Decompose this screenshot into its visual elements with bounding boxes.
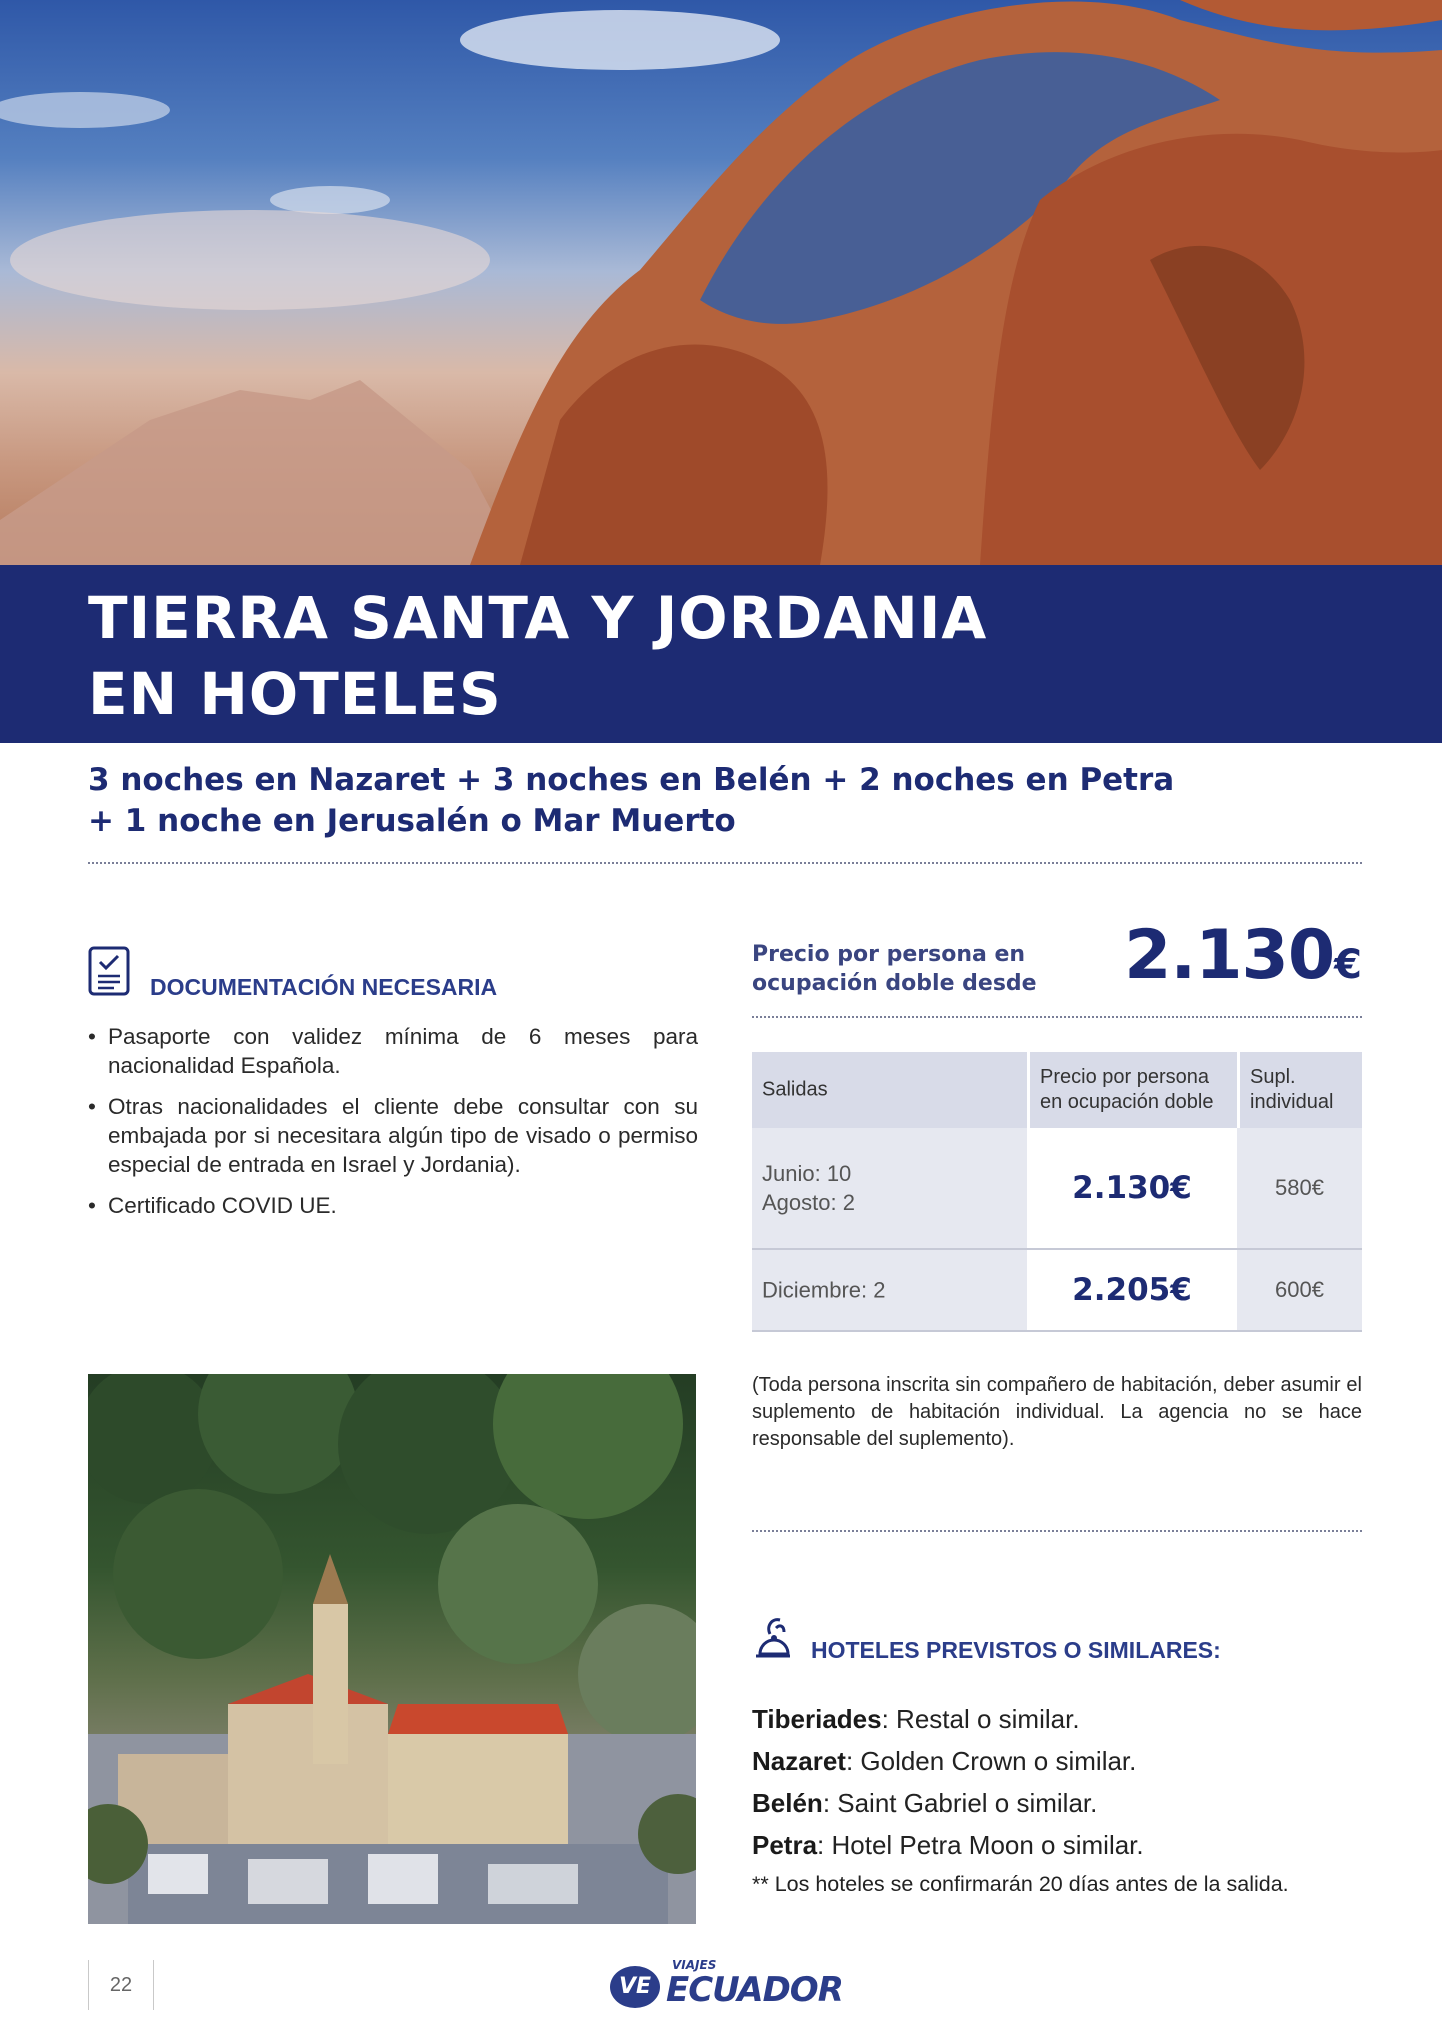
header-cell-supl (1237, 1052, 1362, 1128)
price-label-line-1: Precio por persona en (752, 942, 1026, 967)
price-label-line-2: ocupación doble desde (752, 971, 1037, 996)
table-row (752, 1250, 1362, 1330)
list-item: • Certificado COVID UE. (88, 1191, 698, 1220)
hotel-name: : Restal o similar. (881, 1704, 1080, 1734)
header-supl-line-2: individual (1250, 1091, 1334, 1113)
header-cell-salidas (752, 1052, 1027, 1128)
header-salidas-text: Salidas (762, 1078, 828, 1101)
hotel-bell-icon (750, 1614, 792, 1664)
headline-price-currency: € (1334, 942, 1362, 988)
cell-supl (1237, 1250, 1362, 1330)
header-cell-precio (1027, 1052, 1237, 1128)
page-title-line-2: EN HOTELES (88, 660, 502, 728)
table-row (752, 1128, 1362, 1248)
list-item: • Otras nacionalidades el cliente debe consultar con su embajada por si necesitara algún tipo de visado o permiso especial de entrada en Israel y Jordania). (88, 1092, 698, 1179)
header-supl-line-1: Supl. (1250, 1066, 1296, 1088)
list-item (752, 1698, 1392, 1740)
headline-price (1060, 916, 1362, 995)
page-title (88, 580, 1388, 732)
itinerary-subtitle-line-1: 3 noches en Nazaret + 3 noches en Belén + 2 noches en Petra (88, 762, 1175, 798)
precio-value: 2.205€ (1072, 1272, 1192, 1308)
price-divider (752, 1016, 1362, 1018)
note-divider (752, 1530, 1362, 1532)
viajes-ecuador-logo (610, 1952, 843, 2022)
supl-value: 600€ (1275, 1277, 1324, 1302)
logo-brand-text: ECUADOR (666, 1970, 843, 2010)
header-precio-line-2: en ocupación doble (1040, 1091, 1214, 1113)
hotels-heading: HOTELES PREVISTOS O SIMILARES: (811, 1637, 1221, 1663)
list-item (752, 1782, 1392, 1824)
cell-salidas (752, 1250, 1027, 1330)
hotel-city: Belén (752, 1788, 823, 1818)
cell-precio (1027, 1128, 1237, 1248)
list-item (752, 1740, 1392, 1782)
logo-mark: VE (610, 1966, 660, 2008)
itinerary-subtitle (88, 760, 1388, 842)
hotels-footnote: ** Los hoteles se confirmarán 20 días antes de la salida. (752, 1872, 1289, 1896)
logo-small-text: VIAJES (672, 1958, 717, 1972)
hotel-name: : Saint Gabriel o similar. (822, 1788, 1098, 1818)
cell-precio (1027, 1250, 1237, 1330)
headline-price-amount: 2.130 (1124, 916, 1335, 995)
documentation-heading: DOCUMENTACIÓN NECESARIA (150, 974, 498, 1000)
hotel-city: Nazaret (752, 1746, 846, 1776)
page-title-line-1: TIERRA SANTA Y JORDANIA (88, 584, 988, 652)
supl-value: 580€ (1275, 1175, 1324, 1200)
hotel-name: : Golden Crown o similar. (845, 1746, 1137, 1776)
precio-value: 2.130€ (1072, 1170, 1192, 1206)
documentation-list (88, 1022, 698, 1232)
hotels-list (752, 1698, 1392, 1866)
salidas-line-2: Agosto: 2 (762, 1190, 855, 1215)
header-precio-line-1: Precio por persona (1040, 1066, 1209, 1088)
page-number: 22 (88, 1960, 154, 2010)
subtitle-divider (88, 862, 1362, 864)
hotel-name: : Hotel Petra Moon o similar. (817, 1830, 1144, 1860)
list-item (752, 1824, 1392, 1866)
hero-photo-desert-arch (0, 0, 1442, 565)
itinerary-subtitle-line-2: + 1 noche en Jerusalén o Mar Muerto (88, 803, 736, 839)
single-supplement-note: (Toda persona inscrita sin compañero de habitación, deber asumir el suplemento de habitación individual. La agencia no se hace responsable del suplemento). (752, 1374, 1362, 1450)
town-photo-monastery (88, 1374, 696, 1924)
checklist-icon (88, 946, 132, 998)
price-label (752, 940, 1082, 998)
table-bottom-border (752, 1330, 1362, 1332)
salidas-line-1: Diciembre: 2 (762, 1277, 886, 1303)
salidas-line-1: Junio: 10 (762, 1161, 852, 1186)
table-header-row (752, 1052, 1362, 1128)
cell-salidas (752, 1128, 1027, 1248)
list-item: • Pasaporte con validez mínima de 6 meses para nacionalidad Española. (88, 1022, 698, 1080)
hotel-city: Petra (752, 1830, 818, 1860)
cell-supl (1237, 1128, 1362, 1248)
hotel-city: Tiberiades (752, 1704, 882, 1734)
